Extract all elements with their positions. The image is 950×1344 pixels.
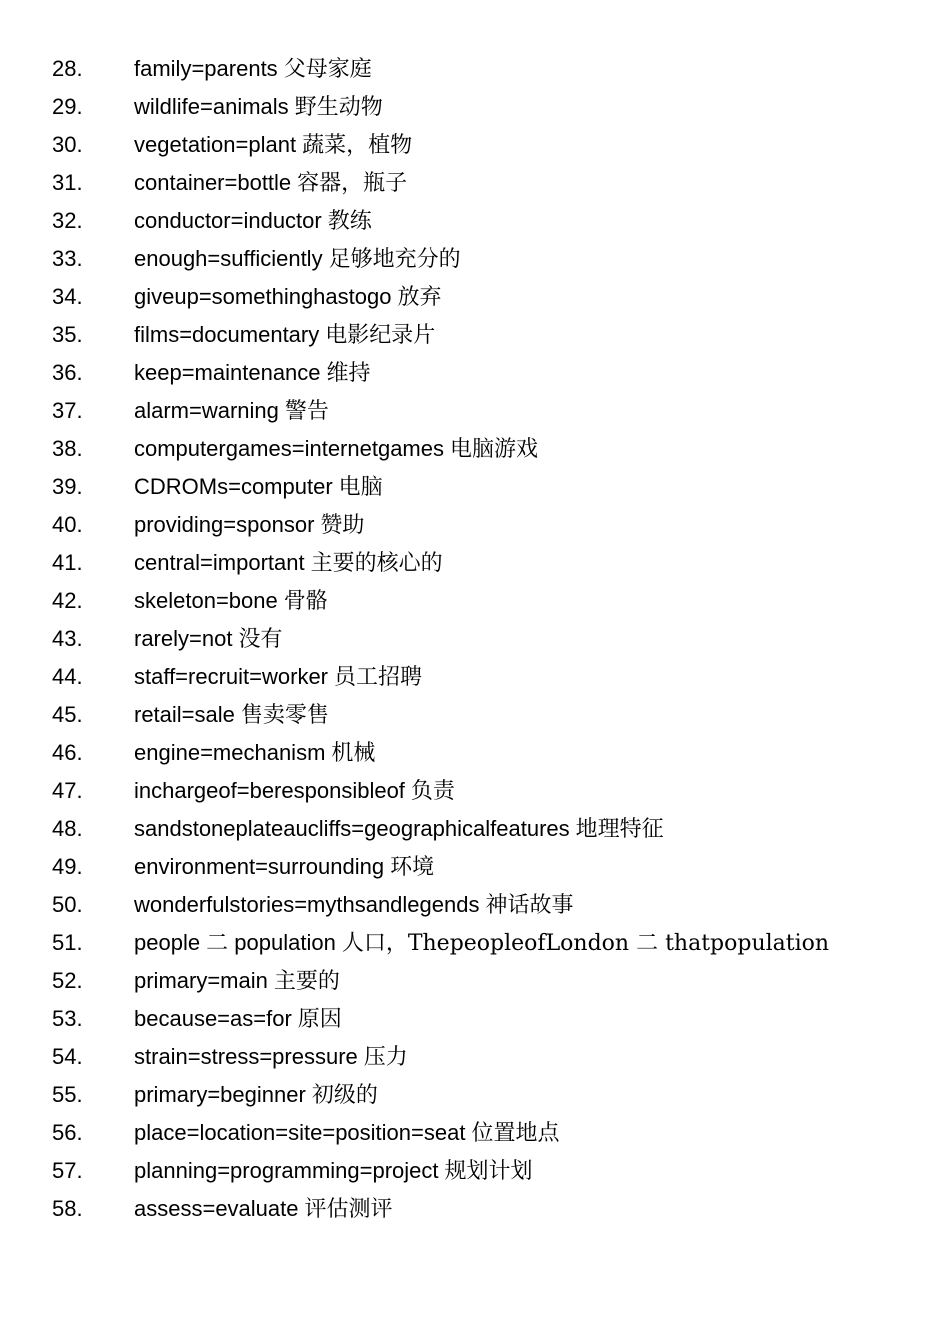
chinese-meaning: 电影纪录片 bbox=[325, 323, 436, 348]
item-text bbox=[134, 620, 282, 659]
item-number: 49. bbox=[52, 854, 83, 879]
english-term: staff=recruit=worker bbox=[134, 664, 329, 689]
english-term: vegetation=plant bbox=[134, 132, 297, 157]
item-text bbox=[134, 810, 664, 849]
item-text bbox=[134, 316, 435, 355]
item-text bbox=[134, 126, 412, 165]
chinese-meaning: 位置地点 bbox=[471, 1121, 560, 1146]
list-item bbox=[0, 164, 950, 202]
list-item bbox=[0, 202, 950, 240]
item-text bbox=[134, 1076, 378, 1115]
item-number: 53. bbox=[52, 1006, 83, 1031]
list-item bbox=[0, 1152, 950, 1190]
item-number: 43. bbox=[52, 626, 83, 651]
chinese-meaning: 员工招聘 bbox=[334, 665, 423, 690]
item-text bbox=[134, 848, 434, 887]
item-text bbox=[134, 772, 455, 811]
english-term: people 二 population bbox=[134, 930, 336, 955]
chinese-meaning: 赞助 bbox=[320, 513, 365, 538]
english-term: alarm=warning bbox=[134, 398, 279, 423]
chinese-meaning: 电脑游戏 bbox=[450, 437, 539, 462]
list-item bbox=[0, 772, 950, 810]
item-text bbox=[134, 1038, 408, 1077]
item-number: 37. bbox=[52, 398, 83, 423]
item-text bbox=[134, 506, 364, 545]
item-text bbox=[134, 924, 829, 963]
item-number: 55. bbox=[52, 1082, 83, 1107]
item-number: 54. bbox=[52, 1044, 83, 1069]
chinese-meaning: 主要的 bbox=[273, 969, 340, 994]
item-number: 46. bbox=[52, 740, 83, 765]
list-item bbox=[0, 734, 950, 772]
chinese-meaning: 神话故事 bbox=[485, 893, 574, 918]
list-item bbox=[0, 924, 950, 962]
chinese-meaning: 原因 bbox=[297, 1007, 342, 1032]
item-number: 36. bbox=[52, 360, 83, 385]
item-number: 39. bbox=[52, 474, 83, 499]
list-item bbox=[0, 582, 950, 620]
english-term: enough=sufficiently bbox=[134, 246, 323, 271]
list-item bbox=[0, 126, 950, 164]
english-term: central=important bbox=[134, 550, 305, 575]
list-item bbox=[0, 354, 950, 392]
item-number: 51. bbox=[52, 930, 83, 955]
list-item bbox=[0, 1038, 950, 1076]
chinese-meaning: 父母家庭 bbox=[283, 57, 372, 82]
english-term: because=as=for bbox=[134, 1006, 292, 1031]
chinese-meaning: 人口，ThepeopleofLondon 二 thatpopulation bbox=[341, 931, 830, 956]
english-term: family=parents bbox=[134, 56, 278, 81]
english-term: wildlife=animals bbox=[134, 94, 289, 119]
item-number: 38. bbox=[52, 436, 83, 461]
english-term: inchargeof=beresponsibleof bbox=[134, 778, 405, 803]
chinese-meaning: 电脑 bbox=[338, 475, 383, 500]
english-term: giveup=somethinghastogo bbox=[134, 284, 392, 309]
list-item bbox=[0, 50, 950, 88]
chinese-meaning: 评估测评 bbox=[304, 1197, 393, 1222]
list-item bbox=[0, 962, 950, 1000]
item-text bbox=[134, 696, 329, 735]
item-text bbox=[134, 582, 328, 621]
item-text bbox=[134, 240, 461, 279]
list-item bbox=[0, 430, 950, 468]
item-number: 52. bbox=[52, 968, 83, 993]
english-term: container=bottle bbox=[134, 170, 292, 195]
english-term: computergames=internetgames bbox=[134, 436, 444, 461]
list-item bbox=[0, 468, 950, 506]
english-term: environment=surrounding bbox=[134, 854, 385, 879]
item-number: 44. bbox=[52, 664, 83, 689]
list-item bbox=[0, 392, 950, 430]
english-term: strain=stress=pressure bbox=[134, 1044, 358, 1069]
chinese-meaning: 压力 bbox=[363, 1045, 408, 1070]
chinese-meaning: 环境 bbox=[390, 855, 435, 880]
english-term: primary=beginner bbox=[134, 1082, 306, 1107]
chinese-meaning: 没有 bbox=[238, 627, 283, 652]
list-item bbox=[0, 506, 950, 544]
item-number: 31. bbox=[52, 170, 83, 195]
item-number: 45. bbox=[52, 702, 83, 727]
item-text bbox=[134, 734, 375, 773]
item-text bbox=[134, 392, 329, 431]
item-number: 32. bbox=[52, 208, 83, 233]
item-number: 28. bbox=[52, 56, 83, 81]
english-term: sandstoneplateaucliffs=geographicalfeatures bbox=[134, 816, 570, 841]
item-text bbox=[134, 354, 371, 393]
english-term: assess=evaluate bbox=[134, 1196, 299, 1221]
item-text bbox=[134, 886, 574, 925]
chinese-meaning: 初级的 bbox=[311, 1083, 378, 1108]
chinese-meaning: 放弃 bbox=[397, 285, 442, 310]
item-text bbox=[134, 430, 538, 469]
list-item bbox=[0, 88, 950, 126]
item-number: 41. bbox=[52, 550, 83, 575]
item-text bbox=[134, 50, 372, 89]
item-number: 30. bbox=[52, 132, 83, 157]
english-term: wonderfulstories=mythsandlegends bbox=[134, 892, 480, 917]
english-term: providing=sponsor bbox=[134, 512, 315, 537]
item-number: 50. bbox=[52, 892, 83, 917]
item-number: 48. bbox=[52, 816, 83, 841]
list-item bbox=[0, 316, 950, 354]
chinese-meaning: 蔬菜，植物 bbox=[302, 133, 413, 158]
list-item bbox=[0, 278, 950, 316]
chinese-meaning: 主要的核心的 bbox=[310, 551, 443, 576]
chinese-meaning: 地理特征 bbox=[575, 817, 664, 842]
item-number: 34. bbox=[52, 284, 83, 309]
list-item bbox=[0, 240, 950, 278]
list-item bbox=[0, 544, 950, 582]
english-term: retail=sale bbox=[134, 702, 235, 727]
item-text bbox=[134, 962, 340, 1001]
item-number: 56. bbox=[52, 1120, 83, 1145]
list-item bbox=[0, 1114, 950, 1152]
item-text bbox=[134, 88, 383, 127]
list-item bbox=[0, 810, 950, 848]
vocabulary-list bbox=[0, 50, 950, 1228]
item-text bbox=[134, 278, 441, 317]
chinese-meaning: 维持 bbox=[326, 361, 371, 386]
list-item bbox=[0, 1000, 950, 1038]
item-text bbox=[134, 1114, 559, 1153]
english-term: skeleton=bone bbox=[134, 588, 278, 613]
item-text bbox=[134, 164, 407, 203]
chinese-meaning: 容器，瓶子 bbox=[297, 171, 408, 196]
chinese-meaning: 骨骼 bbox=[283, 589, 328, 614]
english-term: keep=maintenance bbox=[134, 360, 321, 385]
item-number: 29. bbox=[52, 94, 83, 119]
english-term: engine=mechanism bbox=[134, 740, 326, 765]
list-item bbox=[0, 620, 950, 658]
item-number: 42. bbox=[52, 588, 83, 613]
english-term: primary=main bbox=[134, 968, 268, 993]
english-term: place=location=site=position=seat bbox=[134, 1120, 466, 1145]
item-text bbox=[134, 468, 383, 507]
list-item bbox=[0, 696, 950, 734]
list-item bbox=[0, 848, 950, 886]
chinese-meaning: 足够地充分的 bbox=[328, 247, 461, 272]
item-number: 47. bbox=[52, 778, 83, 803]
chinese-meaning: 警告 bbox=[284, 399, 329, 424]
item-text bbox=[134, 544, 443, 583]
english-term: CDROMs=computer bbox=[134, 474, 333, 499]
item-number: 58. bbox=[52, 1196, 83, 1221]
chinese-meaning: 野生动物 bbox=[294, 95, 383, 120]
item-number: 40. bbox=[52, 512, 83, 537]
english-term: rarely=not bbox=[134, 626, 233, 651]
list-item bbox=[0, 1190, 950, 1228]
item-text bbox=[134, 658, 422, 697]
item-text bbox=[134, 1000, 342, 1039]
item-number: 35. bbox=[52, 322, 83, 347]
item-text bbox=[134, 202, 372, 241]
item-text bbox=[134, 1152, 533, 1191]
chinese-meaning: 售卖零售 bbox=[240, 703, 329, 728]
item-number: 57. bbox=[52, 1158, 83, 1183]
english-term: conductor=inductor bbox=[134, 208, 322, 233]
list-item bbox=[0, 658, 950, 696]
item-text bbox=[134, 1190, 393, 1229]
list-item bbox=[0, 886, 950, 924]
english-term: films=documentary bbox=[134, 322, 320, 347]
chinese-meaning: 教练 bbox=[327, 209, 372, 234]
list-item bbox=[0, 1076, 950, 1114]
chinese-meaning: 规划计划 bbox=[444, 1159, 533, 1184]
chinese-meaning: 负责 bbox=[410, 779, 455, 804]
english-term: planning=programming=project bbox=[134, 1158, 439, 1183]
chinese-meaning: 机械 bbox=[331, 741, 376, 766]
item-number: 33. bbox=[52, 246, 83, 271]
